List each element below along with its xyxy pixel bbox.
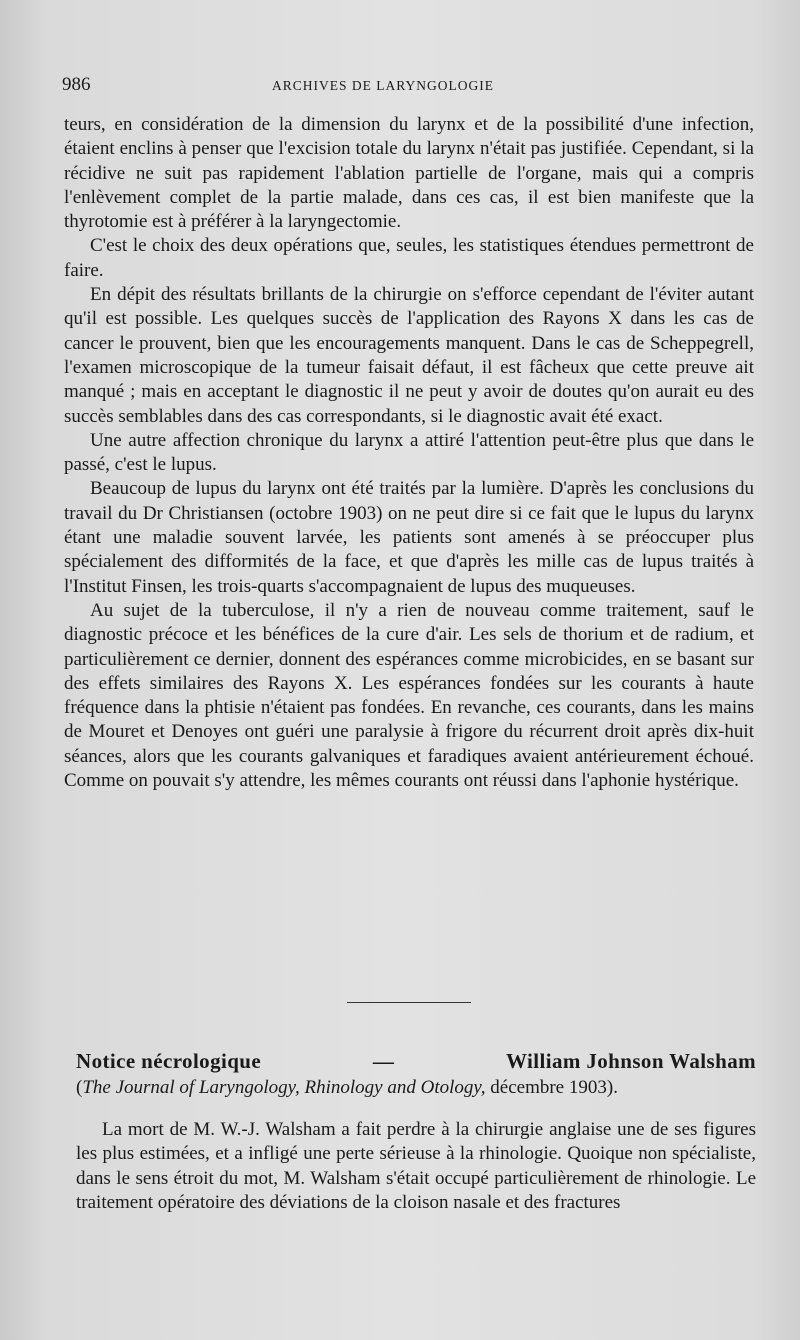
paragraph-5: Beaucoup de lupus du larynx ont été traités par la lumière. D'après les conclusions du travail du Dr Christiansen (octobre 1903) on ne peut dire si ce fait que le lupus du larynx étant une maladie souvent larvée, les patients sont amenés à se préoccuper plus spécialement des difformités de la face, et que d'après les mille cas de lupus traités à l'Institut Finsen, les trois-quarts s'accompagnaient de lupus des muqueuses. xyxy=(64,478,754,597)
source-open-paren: ( xyxy=(76,1077,83,1098)
notice-section xyxy=(76,1048,756,1215)
paragraph-4: Une autre affection chronique du larynx a attiré l'attention peut-être plus que dans le passé, c'est le lupus. xyxy=(64,429,754,476)
paragraph-3: En dépit des résultats brillants de la chirurgie on s'efforce cependant de l'éviter autant qu'il est possible. Les quelques succès de l'application des Rayons X dans les cas de cancer le prouvent, bien que les encouragements manquent. Dans le cas de Scheppegrell, l'examen microscopique de la tumeur faisait défaut, il est fâcheux que cette preuve ait manqué ; mais en acceptant le diagnostic il ne peut y avoir de doutes qu'on aurait eu des succès semblables dans des cas correspondants, si le diagnostic avait été exact. xyxy=(64,284,754,427)
notice-body xyxy=(76,1118,756,1215)
paragraph-1: teurs, en considération de la dimension du larynx et de la possibilité d'une infection, étaient enclins à penser que l'excision totale du larynx n'était pas justifiée. Cependant, si la récidive ne suit pas rapidement l'ablation partielle de l'organe, mais qui a compris l'enlèvement complet de la partie malade, dans ces cas, il est bien manifeste que la thyrotomie est à préférer à la laryngectomie. xyxy=(64,114,754,233)
paragraph-2: C'est le choix des deux opérations que, seules, les statistiques étendues permettront de faire. xyxy=(64,235,754,281)
page-number: 986 xyxy=(62,74,91,95)
section-divider xyxy=(347,1002,471,1003)
body-text xyxy=(64,113,754,793)
notice-title-left: Notice nécrologique xyxy=(76,1049,262,1073)
journal-title: The Journal of Laryngology, Rhinology and Otology, xyxy=(82,1077,486,1098)
notice-title-right: William Johnson Walsham xyxy=(505,1049,756,1073)
source-date: décembre 1903). xyxy=(490,1077,618,1098)
running-head: ARCHIVES DE LARYNGOLOGIE xyxy=(272,78,494,93)
paragraph-6: Au sujet de la tuberculose, il n'y a rien de nouveau comme traitement, sauf le diagnostic précoce et les bénéfices de la cure d'air. Les sels de thorium et de radium, et particulièrement ce dernier, donnent des espérances comme microbicides, en se basant sur des effets similaires des Rayons X. Les espérances fondées sur les courants à haute fréquence dans la phtisie n'étaient pas fondées. En revanche, ces courants, dans les mains de Mouret et Denoyes ont guéri une paralysie à frigore du récurrent droit après dix-huit séances, alors que les courants galvaniques et faradiques avaient antérieurement échoué. Comme on pouvait s'y attendre, les mêmes courants ont réussi dans l'aphonie hystérique. xyxy=(64,599,754,792)
notice-source xyxy=(76,1076,756,1100)
notice-paragraph: La mort de M. W.-J. Walsham a fait perdre à la chirurgie anglaise une de ses figures les plus estimées, et a infligé une perte sérieuse à la rhinologie. Quoique non spécialiste, dans le sens étroit du mot, M. Walsham s'était occupé particulièrement de rhinologie. Le traitement opératoire des déviations de la cloison nasale et des fractures xyxy=(76,1119,756,1213)
notice-title xyxy=(76,1048,756,1074)
notice-title-dash: — xyxy=(372,1049,395,1073)
page-header xyxy=(62,74,742,98)
